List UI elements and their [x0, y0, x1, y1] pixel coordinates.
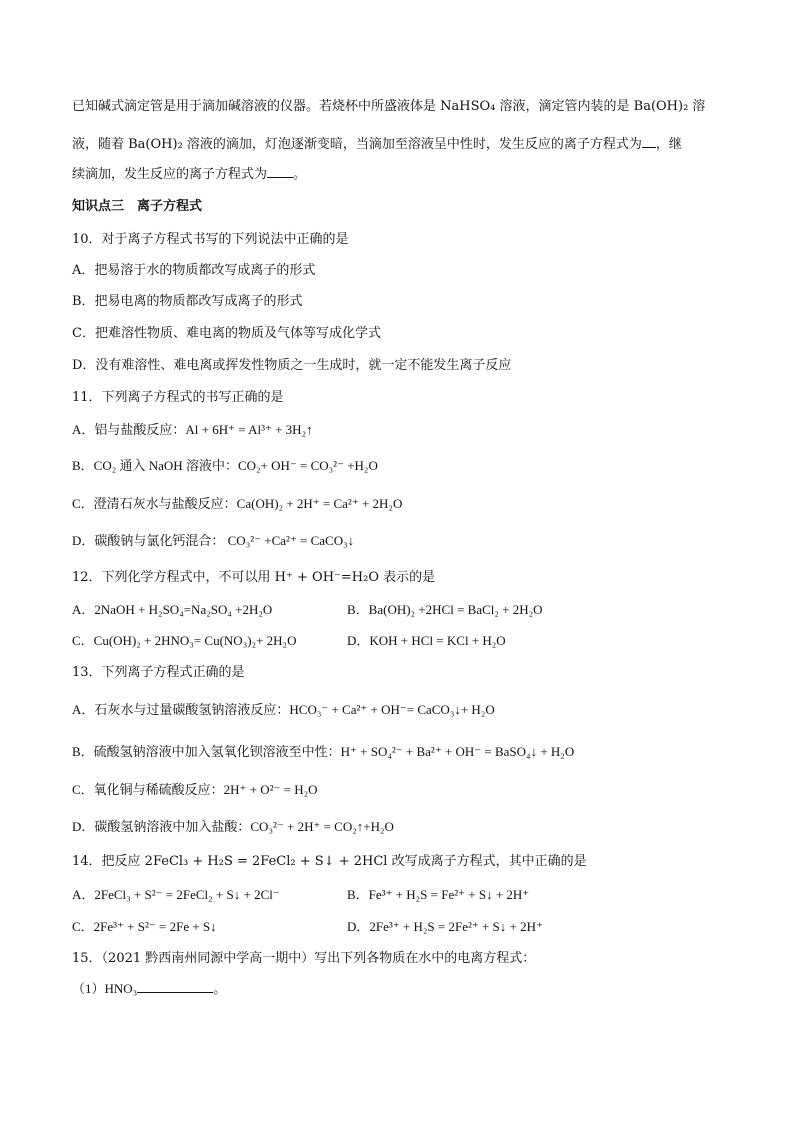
- q11-stem: 11．下列离子方程式的书写正确的是: [72, 390, 284, 405]
- q13-option-d[interactable]: D．碳酸氢钠溶液中加入盐酸：CO₃²⁻ + 2H⁺ = CO₂↑+H₂O: [72, 819, 394, 834]
- q14-option-a[interactable]: A．2FeCl₃ + S²⁻ = 2FeCl₂ + S↓ + 2Cl⁻: [72, 887, 280, 902]
- q12-option-b[interactable]: B．Ba(OH)₂ +2HCl = BaCl₂ + 2H₂O: [347, 602, 543, 617]
- q13-option-c[interactable]: C．氧化铜与稀硫酸反应：2H⁺ + O²⁻ = H₂O: [72, 782, 318, 797]
- q10-option-c[interactable]: C．把难溶性物质、难电离的物质及气体等写成化学式: [72, 326, 381, 341]
- intro-line-3: [72, 165, 306, 184]
- q14-option-c[interactable]: C．2Fe³⁺ + S²⁻ = 2Fe + S↓: [72, 919, 217, 934]
- answer-blank-1[interactable]: [642, 135, 656, 148]
- intro-text-2: 液，随着 Ba(OH)₂ 溶液的滴加，灯泡逐渐变暗，当滴加至溶液呈中性时，发生反应的离子方程式为: [72, 137, 642, 152]
- section-heading: 知识点三 离子方程式: [72, 199, 203, 214]
- q10-option-d[interactable]: D．没有难溶性、难电离或挥发性物质之一生成时，就一定不能发生离子反应: [72, 358, 512, 373]
- q12-stem: 12．下列化学方程式中，不可以用 H⁺ + OH⁻=H₂O 表示的是: [72, 570, 436, 585]
- q13-option-a[interactable]: A．石灰水与过量碳酸氢钠溶液反应：HCO₃⁻ + Ca²⁺ + OH⁻= CaCO₃↓+ H₂O: [72, 702, 495, 717]
- intro-line-1: [72, 98, 705, 116]
- q12-option-d[interactable]: D．KOH + HCl = KCl + H₂O: [347, 633, 506, 648]
- q15-part-1-end: 。: [213, 981, 227, 996]
- answer-blank-2[interactable]: [267, 165, 293, 178]
- q11-option-b[interactable]: B．CO₂ 通入 NaOH 溶液中：CO₂+ OH⁻ = CO₃²⁻ +H₂O: [72, 458, 378, 473]
- q11-option-a[interactable]: A．铝与盐酸反应：Al + 6H⁺ = Al³⁺ + 3H₂↑: [72, 422, 313, 437]
- q11-option-d[interactable]: D．碳酸钠与氯化钙混合： CO₃²⁻ +Ca²⁺ = CaCO₃↓: [72, 533, 355, 548]
- q10-option-b[interactable]: B．把易电离的物质都改写成离子的形式: [72, 294, 303, 309]
- intro-text-3: 续滴加，发生反应的离子方程式为: [72, 167, 268, 182]
- q14-option-b[interactable]: B．Fe³⁺ + H₂S = Fe²⁺ + S↓ + 2H⁺: [347, 887, 530, 902]
- intro-text-1: 已知碱式滴定管是用于滴加碱溶液的仪器。若烧杯中所盛液体是 NaHSO₄ 溶液，滴定管内装的是 Ba(OH)₂ 溶: [72, 99, 706, 114]
- q12-option-c[interactable]: C．Cu(OH)₂ + 2HNO₃= Cu(NO₃)₂+ 2H₂O: [72, 633, 297, 648]
- intro-text-3b: 。: [293, 167, 307, 182]
- q15-stem: 15．（2021 黔西南州同源中学高一期中）写出下列各物质在水中的电离方程式：: [72, 951, 536, 966]
- answer-blank-3[interactable]: [137, 980, 213, 993]
- q10-option-a[interactable]: A．把易溶于水的物质都改写成离子的形式: [72, 263, 316, 278]
- q14-stem: 14．把反应 2FeCl₃ + H₂S = 2FeCl₂ + S↓ + 2HCl 改写成离子方程式，其中正确的是: [72, 854, 587, 869]
- q14-option-d[interactable]: D．2Fe³⁺ + H₂S = 2Fe²⁺ + S↓ + 2H⁺: [347, 919, 543, 934]
- q15-part-1: [72, 980, 226, 998]
- q13-option-b[interactable]: B．硫酸氢钠溶液中加入氢氧化钡溶液至中性：H⁺ + SO₄²⁻ + Ba²⁺ + OH⁻ = BaSO₄↓ + H₂O: [72, 744, 575, 759]
- intro-line-2: [72, 135, 682, 154]
- q11-option-c[interactable]: C．澄清石灰水与盐酸反应：Ca(OH)₂ + 2H⁺ = Ca²⁺ + 2H₂O: [72, 496, 403, 511]
- q13-stem: 13．下列离子方程式正确的是: [72, 665, 245, 680]
- q15-part-1-label: （1）HNO₃: [72, 981, 138, 996]
- q12-option-a[interactable]: A．2NaOH + H₂SO₄=Na₂SO₄ +2H₂O: [72, 602, 273, 617]
- q10-stem: 10．对于离子方程式书写的下列说法中正确的是: [72, 232, 349, 247]
- intro-text-2b: ，继: [655, 137, 682, 152]
